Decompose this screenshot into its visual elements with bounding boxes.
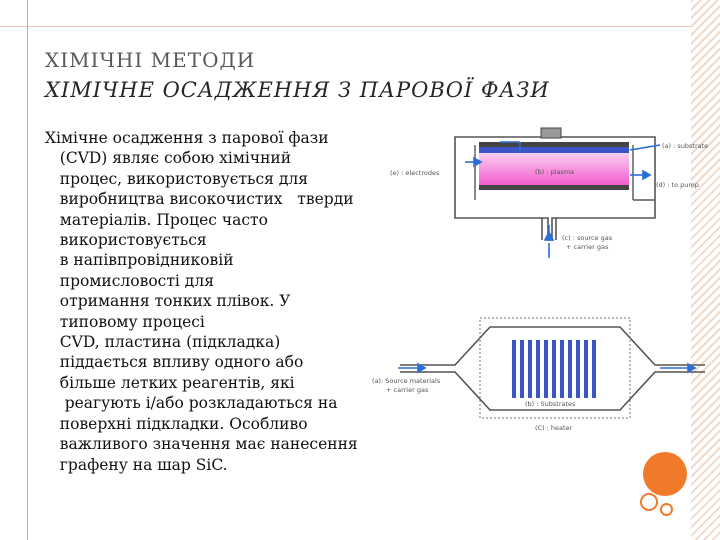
substrate-holder <box>541 128 561 138</box>
substrate <box>479 147 629 153</box>
left-rule <box>27 0 28 540</box>
body-line: промисловості для <box>45 271 214 290</box>
decorative-circle-small <box>640 493 658 511</box>
body-line: важливого значення має нанесення <box>45 435 358 454</box>
substrate-wafer <box>568 340 572 398</box>
body-text <box>45 128 395 475</box>
substrate-wafer <box>536 340 540 398</box>
body-line: типовому процесі <box>45 312 205 331</box>
substrate-wafer <box>528 340 532 398</box>
substrate-wafer <box>512 340 516 398</box>
decorative-circle-tiny <box>660 503 673 516</box>
label-substrates: (b) : Substrates <box>525 400 576 408</box>
cvd-diagram <box>372 120 720 450</box>
body-line: процес, використовується для <box>45 169 309 188</box>
label-substrate: (a) : substrate <box>662 142 709 150</box>
plasma-chamber <box>390 128 708 258</box>
body-line: (CVD) являє собою хімічний <box>45 149 292 168</box>
substrate-wafer <box>592 340 596 398</box>
bottom-electrode <box>479 185 629 190</box>
label-plasma: (b) : plasma <box>535 168 575 176</box>
substrate-wafer <box>552 340 556 398</box>
body-line: отримання тонких плівок. У <box>45 292 291 311</box>
substrate-wafer <box>576 340 580 398</box>
body-line: виробництва високочистих тверди <box>45 190 354 209</box>
top-rule <box>0 26 720 27</box>
label-source-gas: (c) : source gas <box>562 234 613 242</box>
arrow-head <box>643 171 650 179</box>
substrate-wafer <box>520 340 524 398</box>
slide-subtitle: ХІМІЧНЕ ОСАДЖЕННЯ З ПАРОВОЇ ФАЗИ <box>45 78 550 102</box>
body-line: в напівпровідниковій <box>45 251 234 270</box>
slide-title: ХІМІЧНІ МЕТОДИ <box>45 48 256 72</box>
label-heater: (C) : heater <box>535 424 573 432</box>
tube-furnace <box>372 318 705 432</box>
label-carrier-gas: + carrier gas <box>386 386 429 394</box>
body-line: поверхні підкладки. Особливо <box>45 414 308 433</box>
body-line: реагують і/або розкладаються на <box>45 394 338 413</box>
substrates <box>512 340 596 398</box>
body-line: більше летких реагентів, які <box>45 373 295 392</box>
label-electrodes: (e) : electrodes <box>390 169 440 177</box>
body-line: матеріалів. Процес часто <box>45 210 268 229</box>
decorative-circle-large <box>643 452 687 496</box>
substrate-wafer <box>584 340 588 398</box>
body-line: Хімічне осадження з парової фази <box>45 129 329 147</box>
label-pump: (d) : to pump <box>656 181 699 189</box>
body-line: використовується <box>45 231 207 250</box>
label-carrier-gas: + carrier gas <box>566 243 609 251</box>
body-line: піддається впливу одного або <box>45 353 304 372</box>
substrate-wafer <box>560 340 564 398</box>
label-source-materials: (a): Source materials <box>372 377 441 385</box>
body-line: CVD, пластина (підкладка) <box>45 333 281 352</box>
substrate-wafer <box>544 340 548 398</box>
body-line: графену на шар SiC. <box>45 455 228 474</box>
